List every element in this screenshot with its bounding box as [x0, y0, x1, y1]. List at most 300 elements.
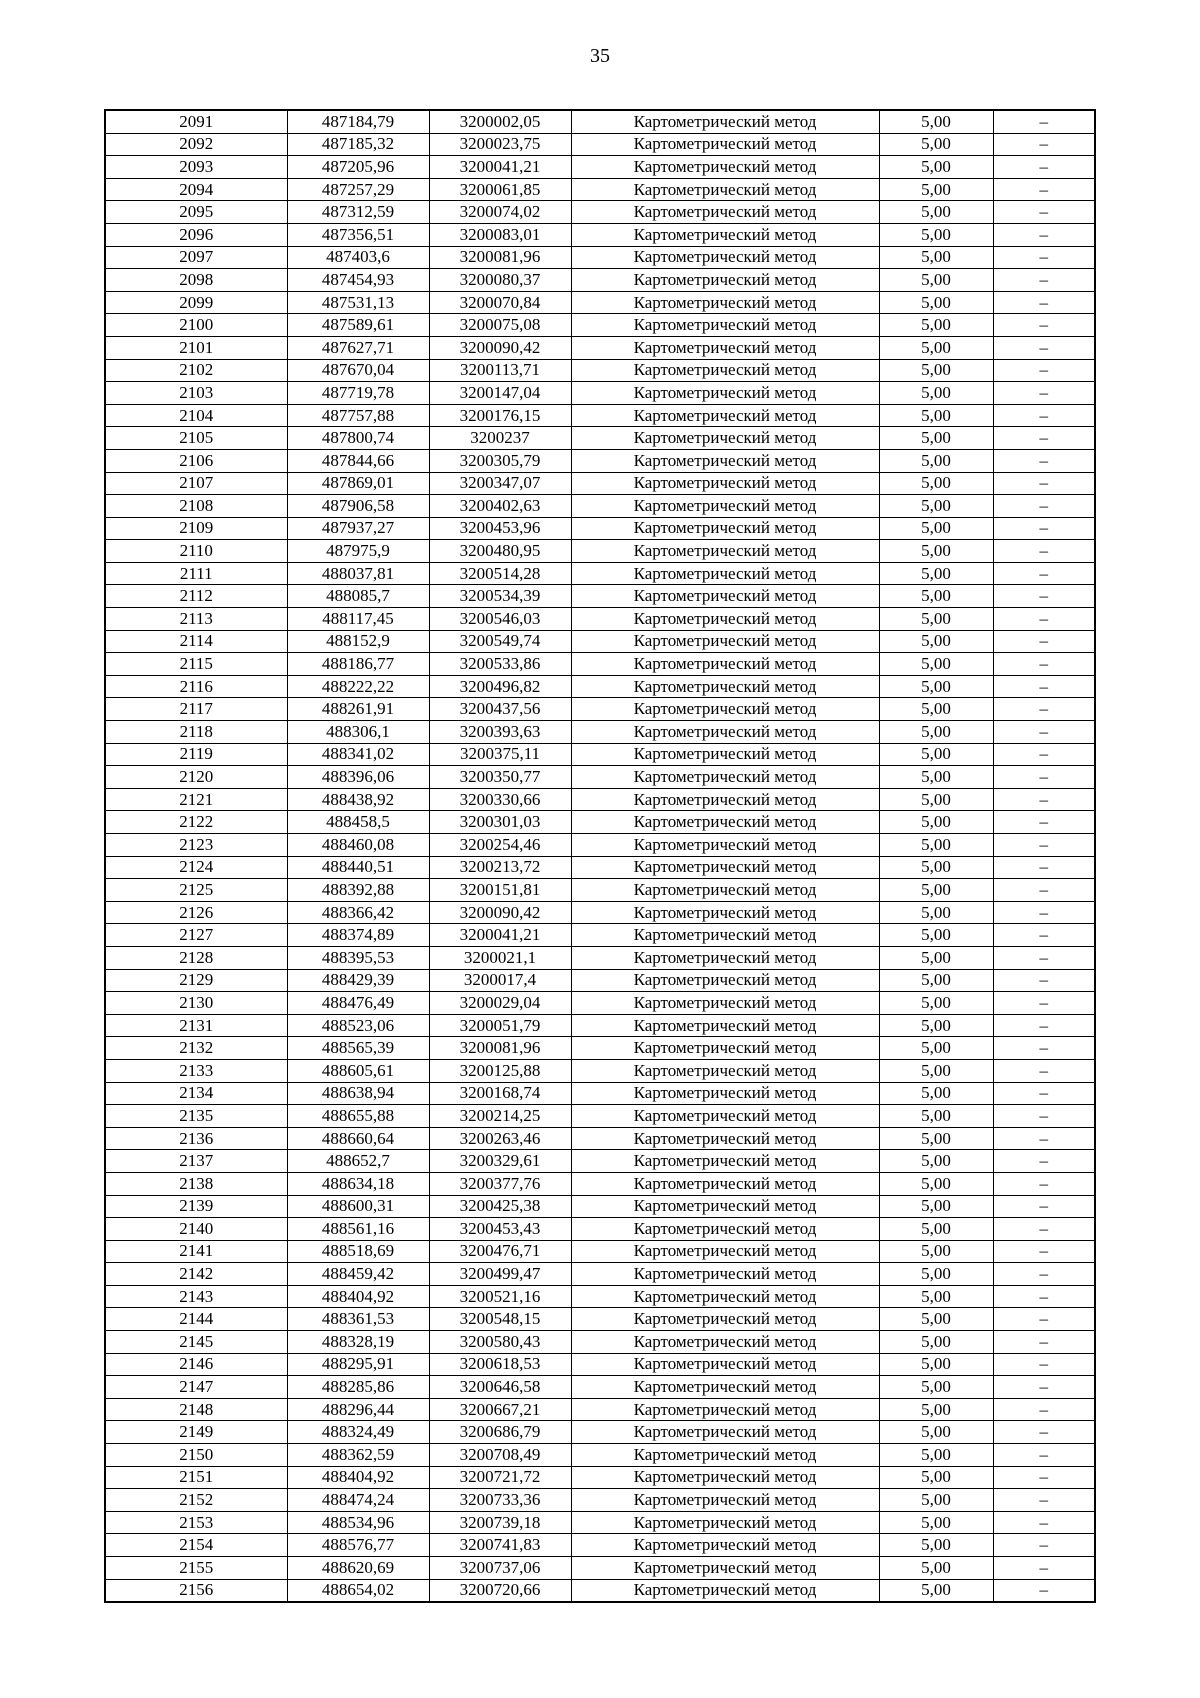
description-cell: –	[993, 608, 1095, 631]
y-coordinate-cell: 3200514,28	[429, 562, 571, 585]
description-cell: –	[993, 901, 1095, 924]
y-coordinate-cell: 3200480,95	[429, 540, 571, 563]
description-cell: –	[993, 766, 1095, 789]
description-cell: –	[993, 1331, 1095, 1354]
table-row	[105, 314, 1095, 337]
point-number-cell: 2153	[105, 1511, 287, 1534]
y-coordinate-cell: 3200081,96	[429, 246, 571, 269]
x-coordinate-cell: 487184,79	[287, 110, 429, 133]
point-number-cell: 2155	[105, 1557, 287, 1580]
point-number-cell: 2105	[105, 427, 287, 450]
point-number-cell: 2112	[105, 585, 287, 608]
y-coordinate-cell: 3200254,46	[429, 834, 571, 857]
x-coordinate-cell: 488152,9	[287, 630, 429, 653]
point-number-cell: 2107	[105, 472, 287, 495]
table-row	[105, 879, 1095, 902]
x-coordinate-cell: 487356,51	[287, 223, 429, 246]
method-cell: Картометрический метод	[571, 585, 879, 608]
point-number-cell: 2114	[105, 630, 287, 653]
point-number-cell: 2117	[105, 698, 287, 721]
table-row	[105, 517, 1095, 540]
accuracy-cell: 5,00	[879, 1579, 993, 1602]
y-coordinate-cell: 3200147,04	[429, 382, 571, 405]
accuracy-cell: 5,00	[879, 133, 993, 156]
description-cell: –	[993, 517, 1095, 540]
point-number-cell: 2150	[105, 1444, 287, 1467]
accuracy-cell: 5,00	[879, 901, 993, 924]
point-number-cell: 2120	[105, 766, 287, 789]
x-coordinate-cell: 488634,18	[287, 1172, 429, 1195]
accuracy-cell: 5,00	[879, 269, 993, 292]
table-row	[105, 1150, 1095, 1173]
description-cell: –	[993, 698, 1095, 721]
method-cell: Картометрический метод	[571, 1511, 879, 1534]
accuracy-cell: 5,00	[879, 698, 993, 721]
x-coordinate-cell: 487937,27	[287, 517, 429, 540]
y-coordinate-cell: 3200453,96	[429, 517, 571, 540]
description-cell: –	[993, 1376, 1095, 1399]
x-coordinate-cell: 487185,32	[287, 133, 429, 156]
point-number-cell: 2106	[105, 449, 287, 472]
x-coordinate-cell: 488085,7	[287, 585, 429, 608]
x-coordinate-cell: 488404,92	[287, 1285, 429, 1308]
point-number-cell: 2123	[105, 834, 287, 857]
table-row	[105, 1444, 1095, 1467]
table-row	[105, 359, 1095, 382]
point-number-cell: 2108	[105, 495, 287, 518]
point-number-cell: 2104	[105, 404, 287, 427]
table-row	[105, 698, 1095, 721]
table-row	[105, 201, 1095, 224]
y-coordinate-cell: 3200329,61	[429, 1150, 571, 1173]
table-row	[105, 1285, 1095, 1308]
method-cell: Картометрический метод	[571, 856, 879, 879]
y-coordinate-cell: 3200667,21	[429, 1398, 571, 1421]
accuracy-cell: 5,00	[879, 336, 993, 359]
x-coordinate-cell: 488392,88	[287, 879, 429, 902]
x-coordinate-cell: 488037,81	[287, 562, 429, 585]
x-coordinate-cell: 487205,96	[287, 156, 429, 179]
x-coordinate-cell: 488328,19	[287, 1331, 429, 1354]
y-coordinate-cell: 3200350,77	[429, 766, 571, 789]
x-coordinate-cell: 487906,58	[287, 495, 429, 518]
point-number-cell: 2156	[105, 1579, 287, 1602]
table-row	[105, 1353, 1095, 1376]
table-row	[105, 562, 1095, 585]
table-row	[105, 382, 1095, 405]
method-cell: Картометрический метод	[571, 269, 879, 292]
method-cell: Картометрический метод	[571, 314, 879, 337]
table-row	[105, 404, 1095, 427]
description-cell: –	[993, 1195, 1095, 1218]
accuracy-cell: 5,00	[879, 946, 993, 969]
table-row	[105, 1557, 1095, 1580]
table-row	[105, 156, 1095, 179]
method-cell: Картометрический метод	[571, 517, 879, 540]
description-cell: –	[993, 1489, 1095, 1512]
accuracy-cell: 5,00	[879, 517, 993, 540]
description-cell: –	[993, 246, 1095, 269]
y-coordinate-cell: 3200051,79	[429, 1014, 571, 1037]
description-cell: –	[993, 1105, 1095, 1128]
description-cell: –	[993, 811, 1095, 834]
table-row	[105, 1421, 1095, 1444]
method-cell: Картометрический метод	[571, 1285, 879, 1308]
accuracy-cell: 5,00	[879, 1218, 993, 1241]
point-number-cell: 2096	[105, 223, 287, 246]
y-coordinate-cell: 3200041,21	[429, 156, 571, 179]
x-coordinate-cell: 487257,29	[287, 178, 429, 201]
point-number-cell: 2121	[105, 788, 287, 811]
y-coordinate-cell: 3200074,02	[429, 201, 571, 224]
table-row	[105, 1127, 1095, 1150]
description-cell: –	[993, 495, 1095, 518]
method-cell: Картометрический метод	[571, 1218, 879, 1241]
y-coordinate-cell: 3200618,53	[429, 1353, 571, 1376]
description-cell: –	[993, 653, 1095, 676]
x-coordinate-cell: 488295,91	[287, 1353, 429, 1376]
method-cell: Картометрический метод	[571, 1376, 879, 1399]
description-cell: –	[993, 562, 1095, 585]
x-coordinate-cell: 488362,59	[287, 1444, 429, 1467]
description-cell: –	[993, 992, 1095, 1015]
y-coordinate-cell: 3200549,74	[429, 630, 571, 653]
method-cell: Картометрический метод	[571, 743, 879, 766]
description-cell: –	[993, 178, 1095, 201]
table-row	[105, 630, 1095, 653]
method-cell: Картометрический метод	[571, 1240, 879, 1263]
accuracy-cell: 5,00	[879, 1398, 993, 1421]
accuracy-cell: 5,00	[879, 223, 993, 246]
y-coordinate-cell: 3200708,49	[429, 1444, 571, 1467]
y-coordinate-cell: 3200041,21	[429, 924, 571, 947]
y-coordinate-cell: 3200305,79	[429, 449, 571, 472]
method-cell: Картометрический метод	[571, 1466, 879, 1489]
accuracy-cell: 5,00	[879, 675, 993, 698]
y-coordinate-cell: 3200402,63	[429, 495, 571, 518]
point-number-cell: 2095	[105, 201, 287, 224]
x-coordinate-cell: 488600,31	[287, 1195, 429, 1218]
x-coordinate-cell: 488261,91	[287, 698, 429, 721]
x-coordinate-cell: 488374,89	[287, 924, 429, 947]
accuracy-cell: 5,00	[879, 1331, 993, 1354]
x-coordinate-cell: 488396,06	[287, 766, 429, 789]
method-cell: Картометрический метод	[571, 946, 879, 969]
method-cell: Картометрический метод	[571, 156, 879, 179]
accuracy-cell: 5,00	[879, 472, 993, 495]
y-coordinate-cell: 3200739,18	[429, 1511, 571, 1534]
accuracy-cell: 5,00	[879, 879, 993, 902]
accuracy-cell: 5,00	[879, 1511, 993, 1534]
accuracy-cell: 5,00	[879, 1421, 993, 1444]
y-coordinate-cell: 3200720,66	[429, 1579, 571, 1602]
table-row	[105, 133, 1095, 156]
y-coordinate-cell: 3200176,15	[429, 404, 571, 427]
accuracy-cell: 5,00	[879, 178, 993, 201]
x-coordinate-cell: 488638,94	[287, 1082, 429, 1105]
table-row	[105, 608, 1095, 631]
table-row	[105, 675, 1095, 698]
description-cell: –	[993, 540, 1095, 563]
description-cell: –	[993, 1150, 1095, 1173]
y-coordinate-cell: 3200377,76	[429, 1172, 571, 1195]
accuracy-cell: 5,00	[879, 811, 993, 834]
description-cell: –	[993, 133, 1095, 156]
table-row	[105, 856, 1095, 879]
description-cell: –	[993, 110, 1095, 133]
y-coordinate-cell: 3200347,07	[429, 472, 571, 495]
description-cell: –	[993, 1127, 1095, 1150]
method-cell: Картометрический метод	[571, 1059, 879, 1082]
method-cell: Картометрический метод	[571, 630, 879, 653]
y-coordinate-cell: 3200533,86	[429, 653, 571, 676]
point-number-cell: 2094	[105, 178, 287, 201]
method-cell: Картометрический метод	[571, 675, 879, 698]
method-cell: Картометрический метод	[571, 336, 879, 359]
x-coordinate-cell: 487312,59	[287, 201, 429, 224]
y-coordinate-cell: 3200168,74	[429, 1082, 571, 1105]
table-row	[105, 1082, 1095, 1105]
x-coordinate-cell: 488565,39	[287, 1037, 429, 1060]
y-coordinate-cell: 3200580,43	[429, 1331, 571, 1354]
table-row	[105, 427, 1095, 450]
point-number-cell: 2146	[105, 1353, 287, 1376]
table-row	[105, 178, 1095, 201]
y-coordinate-cell: 3200061,85	[429, 178, 571, 201]
x-coordinate-cell: 487800,74	[287, 427, 429, 450]
x-coordinate-cell: 488474,24	[287, 1489, 429, 1512]
point-number-cell: 2116	[105, 675, 287, 698]
method-cell: Картометрический метод	[571, 1398, 879, 1421]
method-cell: Картометрический метод	[571, 495, 879, 518]
y-coordinate-cell: 3200534,39	[429, 585, 571, 608]
accuracy-cell: 5,00	[879, 788, 993, 811]
y-coordinate-cell: 3200029,04	[429, 992, 571, 1015]
method-cell: Картометрический метод	[571, 1263, 879, 1286]
y-coordinate-cell: 3200113,71	[429, 359, 571, 382]
point-number-cell: 2092	[105, 133, 287, 156]
method-cell: Картометрический метод	[571, 653, 879, 676]
x-coordinate-cell: 488429,39	[287, 969, 429, 992]
y-coordinate-cell: 3200521,16	[429, 1285, 571, 1308]
description-cell: –	[993, 788, 1095, 811]
description-cell: –	[993, 449, 1095, 472]
x-coordinate-cell: 488534,96	[287, 1511, 429, 1534]
y-coordinate-cell: 3200476,71	[429, 1240, 571, 1263]
y-coordinate-cell: 3200263,46	[429, 1127, 571, 1150]
x-coordinate-cell: 488324,49	[287, 1421, 429, 1444]
method-cell: Картометрический метод	[571, 969, 879, 992]
x-coordinate-cell: 488459,42	[287, 1263, 429, 1286]
point-number-cell: 2111	[105, 562, 287, 585]
accuracy-cell: 5,00	[879, 1353, 993, 1376]
table-row	[105, 1511, 1095, 1534]
point-number-cell: 2126	[105, 901, 287, 924]
method-cell: Картометрический метод	[571, 698, 879, 721]
accuracy-cell: 5,00	[879, 1444, 993, 1467]
description-cell: –	[993, 834, 1095, 857]
x-coordinate-cell: 488518,69	[287, 1240, 429, 1263]
description-cell: –	[993, 1218, 1095, 1241]
description-cell: –	[993, 382, 1095, 405]
accuracy-cell: 5,00	[879, 856, 993, 879]
table-row	[105, 585, 1095, 608]
method-cell: Картометрический метод	[571, 1150, 879, 1173]
description-cell: –	[993, 1082, 1095, 1105]
point-number-cell: 2144	[105, 1308, 287, 1331]
method-cell: Картометрический метод	[571, 382, 879, 405]
point-number-cell: 2136	[105, 1127, 287, 1150]
table-row	[105, 969, 1095, 992]
y-coordinate-cell: 3200080,37	[429, 269, 571, 292]
x-coordinate-cell: 487627,71	[287, 336, 429, 359]
point-number-cell: 2110	[105, 540, 287, 563]
accuracy-cell: 5,00	[879, 653, 993, 676]
method-cell: Картометрический метод	[571, 1127, 879, 1150]
x-coordinate-cell: 488222,22	[287, 675, 429, 698]
point-number-cell: 2132	[105, 1037, 287, 1060]
table-row	[105, 1195, 1095, 1218]
x-coordinate-cell: 488366,42	[287, 901, 429, 924]
table-row	[105, 1014, 1095, 1037]
description-cell: –	[993, 675, 1095, 698]
y-coordinate-cell: 3200237	[429, 427, 571, 450]
method-cell: Картометрический метод	[571, 404, 879, 427]
table-row	[105, 1466, 1095, 1489]
method-cell: Картометрический метод	[571, 1557, 879, 1580]
y-coordinate-cell: 3200330,66	[429, 788, 571, 811]
x-coordinate-cell: 488440,51	[287, 856, 429, 879]
description-cell: –	[993, 1059, 1095, 1082]
x-coordinate-cell: 487869,01	[287, 472, 429, 495]
point-number-cell: 2138	[105, 1172, 287, 1195]
y-coordinate-cell: 3200375,11	[429, 743, 571, 766]
accuracy-cell: 5,00	[879, 246, 993, 269]
table-row	[105, 1059, 1095, 1082]
point-number-cell: 2103	[105, 382, 287, 405]
accuracy-cell: 5,00	[879, 1489, 993, 1512]
accuracy-cell: 5,00	[879, 721, 993, 744]
y-coordinate-cell: 3200213,72	[429, 856, 571, 879]
method-cell: Картометрический метод	[571, 766, 879, 789]
table-row	[105, 291, 1095, 314]
accuracy-cell: 5,00	[879, 201, 993, 224]
x-coordinate-cell: 487670,04	[287, 359, 429, 382]
table-row	[105, 1308, 1095, 1331]
point-number-cell: 2152	[105, 1489, 287, 1512]
description-cell: –	[993, 1353, 1095, 1376]
point-number-cell: 2140	[105, 1218, 287, 1241]
method-cell: Картометрический метод	[571, 1353, 879, 1376]
method-cell: Картометрический метод	[571, 924, 879, 947]
x-coordinate-cell: 488605,61	[287, 1059, 429, 1082]
y-coordinate-cell: 3200081,96	[429, 1037, 571, 1060]
description-cell: –	[993, 472, 1095, 495]
accuracy-cell: 5,00	[879, 1172, 993, 1195]
point-number-cell: 2115	[105, 653, 287, 676]
method-cell: Картометрический метод	[571, 1534, 879, 1557]
point-number-cell: 2128	[105, 946, 287, 969]
description-cell: –	[993, 1037, 1095, 1060]
y-coordinate-cell: 3200741,83	[429, 1534, 571, 1557]
point-number-cell: 2129	[105, 969, 287, 992]
accuracy-cell: 5,00	[879, 1195, 993, 1218]
y-coordinate-cell: 3200737,06	[429, 1557, 571, 1580]
point-number-cell: 2091	[105, 110, 287, 133]
point-number-cell: 2124	[105, 856, 287, 879]
accuracy-cell: 5,00	[879, 1308, 993, 1331]
x-coordinate-cell: 488620,69	[287, 1557, 429, 1580]
accuracy-cell: 5,00	[879, 1037, 993, 1060]
accuracy-cell: 5,00	[879, 1127, 993, 1150]
method-cell: Картометрический метод	[571, 540, 879, 563]
y-coordinate-cell: 3200301,03	[429, 811, 571, 834]
accuracy-cell: 5,00	[879, 314, 993, 337]
table-row	[105, 1218, 1095, 1241]
accuracy-cell: 5,00	[879, 1150, 993, 1173]
y-coordinate-cell: 3200070,84	[429, 291, 571, 314]
accuracy-cell: 5,00	[879, 1082, 993, 1105]
table-row	[105, 1579, 1095, 1602]
accuracy-cell: 5,00	[879, 1105, 993, 1128]
point-number-cell: 2097	[105, 246, 287, 269]
method-cell: Картометрический метод	[571, 1421, 879, 1444]
y-coordinate-cell: 3200646,58	[429, 1376, 571, 1399]
method-cell: Картометрический метод	[571, 133, 879, 156]
point-number-cell: 2093	[105, 156, 287, 179]
point-number-cell: 2131	[105, 1014, 287, 1037]
method-cell: Картометрический метод	[571, 788, 879, 811]
method-cell: Картометрический метод	[571, 608, 879, 631]
point-number-cell: 2130	[105, 992, 287, 1015]
method-cell: Картометрический метод	[571, 359, 879, 382]
method-cell: Картометрический метод	[571, 811, 879, 834]
y-coordinate-cell: 3200090,42	[429, 901, 571, 924]
y-coordinate-cell: 3200090,42	[429, 336, 571, 359]
description-cell: –	[993, 223, 1095, 246]
y-coordinate-cell: 3200546,03	[429, 608, 571, 631]
description-cell: –	[993, 1398, 1095, 1421]
point-number-cell: 2099	[105, 291, 287, 314]
x-coordinate-cell: 488341,02	[287, 743, 429, 766]
y-coordinate-cell: 3200002,05	[429, 110, 571, 133]
accuracy-cell: 5,00	[879, 608, 993, 631]
x-coordinate-cell: 488438,92	[287, 788, 429, 811]
point-number-cell: 2101	[105, 336, 287, 359]
description-cell: –	[993, 201, 1095, 224]
description-cell: –	[993, 946, 1095, 969]
point-number-cell: 2102	[105, 359, 287, 382]
description-cell: –	[993, 269, 1095, 292]
description-cell: –	[993, 630, 1095, 653]
table-row	[105, 811, 1095, 834]
method-cell: Картометрический метод	[571, 901, 879, 924]
accuracy-cell: 5,00	[879, 427, 993, 450]
y-coordinate-cell: 3200453,43	[429, 1218, 571, 1241]
x-coordinate-cell: 488458,5	[287, 811, 429, 834]
table-row	[105, 1489, 1095, 1512]
accuracy-cell: 5,00	[879, 404, 993, 427]
y-coordinate-cell: 3200499,47	[429, 1263, 571, 1286]
accuracy-cell: 5,00	[879, 1240, 993, 1263]
y-coordinate-cell: 3200496,82	[429, 675, 571, 698]
table-row	[105, 110, 1095, 133]
table-row	[105, 901, 1095, 924]
x-coordinate-cell: 487403,6	[287, 246, 429, 269]
table-row	[105, 1172, 1095, 1195]
description-cell: –	[993, 1557, 1095, 1580]
point-number-cell: 2142	[105, 1263, 287, 1286]
